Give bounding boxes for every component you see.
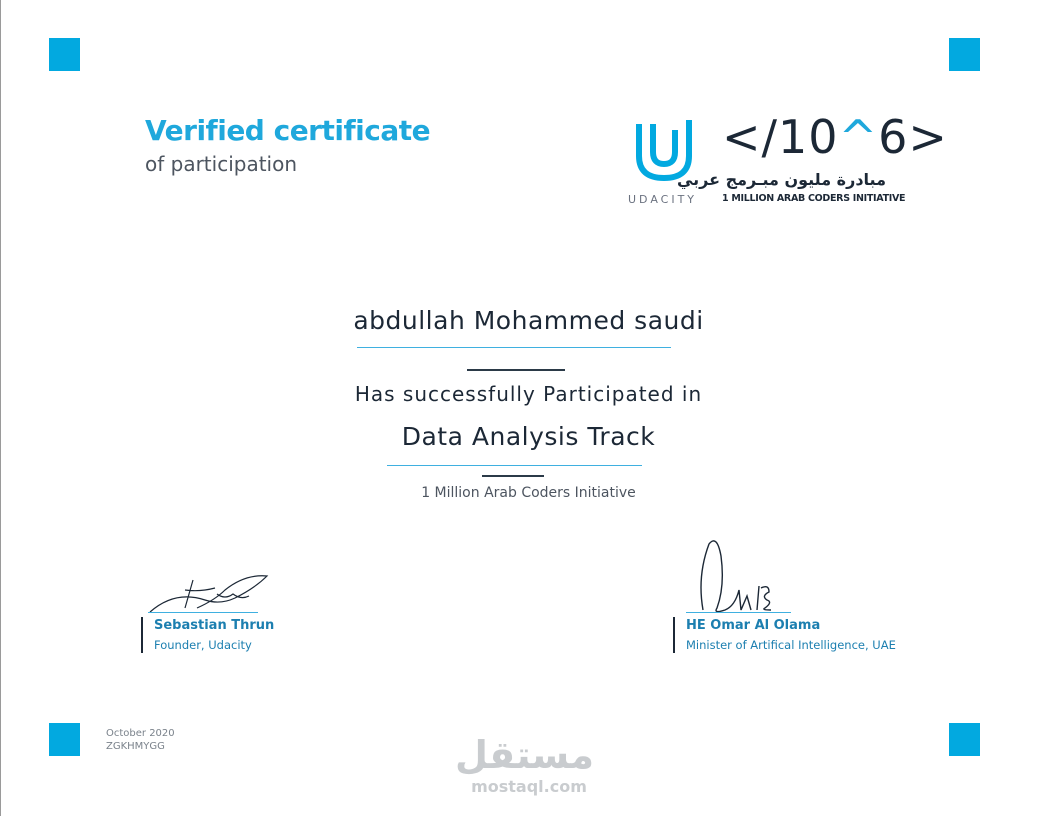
certificate-subtitle: of participation (145, 152, 298, 176)
signatory-2-name: HE Omar Al Olama (686, 618, 821, 633)
signature-bar-1 (141, 617, 143, 653)
recipient-underline (357, 347, 671, 348)
initiative-logo-code: </10^6> (722, 110, 948, 164)
program-subtitle: 1 Million Arab Coders Initiative (421, 485, 636, 501)
program-underline (387, 465, 642, 466)
initiative-logo-english: 1 MILLION ARAB CODERS INITIATIVE (722, 193, 906, 204)
page-edge (0, 0, 1, 816)
udacity-wordmark: UDACITY (628, 193, 698, 206)
signature-bar-2 (673, 617, 675, 653)
recipient-name: abdullah Mohammed saudi (353, 306, 704, 335)
signature-olama-image (695, 536, 785, 616)
initiative-logo-arabic: مبادرة مليون مبـرمج عربي (676, 170, 886, 189)
participation-statement: Has successfully Participated in (354, 382, 703, 406)
watermark-english: mostaql.com (471, 777, 587, 796)
watermark-arabic: مستقل (455, 733, 594, 777)
corner-square-bottom-left (49, 723, 80, 756)
corner-square-top-right (949, 38, 980, 71)
corner-square-bottom-right (949, 723, 980, 756)
divider-short-2 (482, 475, 544, 477)
mostaql-watermark (455, 732, 594, 796)
issue-date: October 2020 (106, 728, 175, 739)
certificate-title: Verified certificate (145, 114, 431, 147)
certificate-code: ZGKHMYGG (106, 741, 165, 752)
divider-short (467, 369, 565, 371)
signature-line-2 (686, 612, 791, 613)
signatory-1-name: Sebastian Thrun (154, 618, 275, 633)
signatory-1-role: Founder, Udacity (154, 638, 252, 652)
signatory-2-role: Minister of Artifical Intelligence, UAE (686, 638, 896, 652)
program-name: Data Analysis Track (401, 422, 656, 451)
signature-line-1 (148, 612, 258, 613)
corner-square-top-left (49, 38, 80, 71)
